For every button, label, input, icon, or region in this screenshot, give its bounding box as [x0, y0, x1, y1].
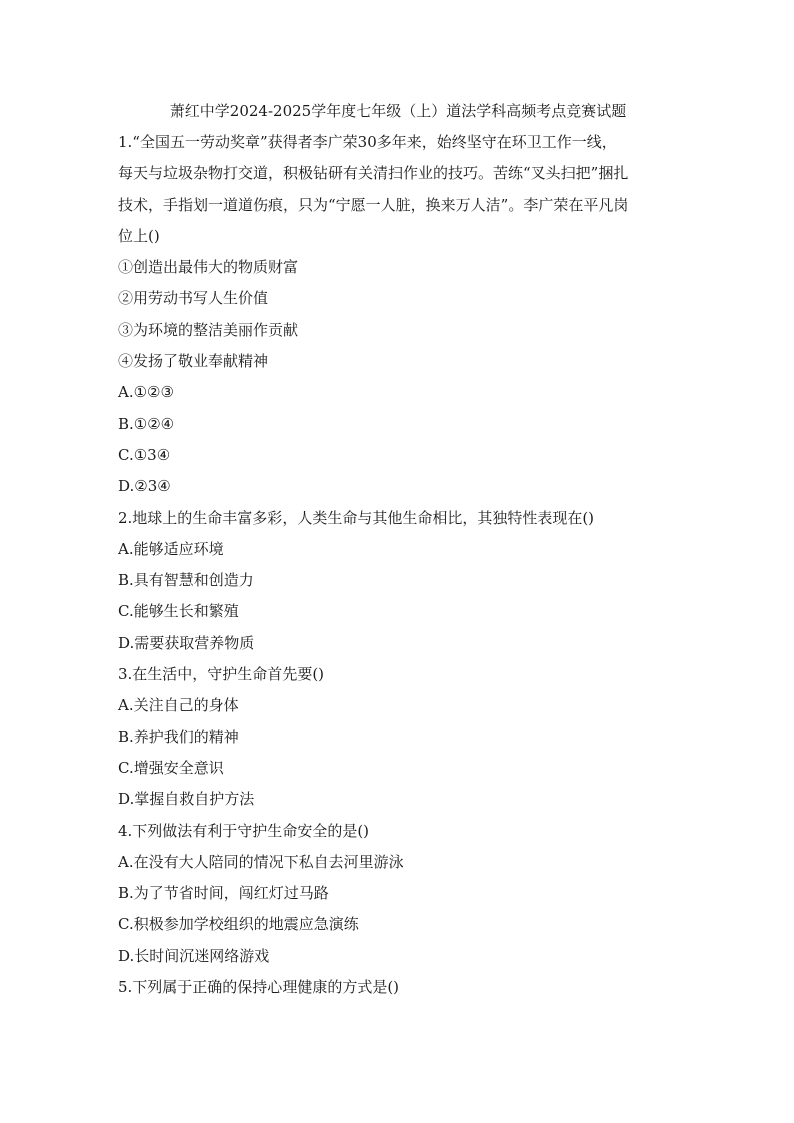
question-3-stem: 3.在生活中，守护生命首先要() [118, 665, 325, 684]
question-5 [118, 972, 678, 1003]
question-2-option-d: D.需要获取营养物质 [118, 633, 255, 652]
question-4 [118, 816, 678, 972]
question-2-option-b: B.具有智慧和创造力 [118, 571, 254, 590]
question-1-statement-3: ③为环境的整洁美丽作贡献 [118, 320, 299, 339]
question-4-stem: 4.下列做法有利于守护生命安全的是() [118, 821, 370, 840]
question-1-option-a: A.①②③ [118, 383, 174, 402]
question-4-option-b: B.为了节省时间，闯红灯过马路 [118, 884, 329, 903]
question-4-option-a: A.在没有大人陪同的情况下私自去河里游泳 [118, 852, 404, 871]
question-2-option-c: C.能够生长和繁殖 [118, 602, 239, 621]
question-4-option-d: D.长时间沉迷网络游戏 [118, 946, 270, 965]
question-4-option-c: C.积极参加学校组织的地震应急演练 [118, 915, 359, 934]
question-2-stem: 2.地球上的生命丰富多彩，人类生命与其他生命相比，其独特性表现在() [118, 508, 595, 527]
question-1-option-b: B.①②④ [118, 414, 175, 433]
question-3-option-a: A.关注自己的身体 [118, 696, 239, 715]
question-1-option-c: C.①3④ [118, 445, 171, 464]
question-1-statement-4: ④发扬了敬业奉献精神 [118, 352, 269, 371]
page-content [118, 96, 678, 1003]
question-5-stem: 5.下列属于正确的保持心理健康的方式是() [118, 978, 400, 997]
question-3-option-b: B.养护我们的精神 [118, 727, 239, 746]
question-1 [118, 127, 678, 503]
question-1-statement-1: ①创造出最伟大的物质财富 [118, 258, 299, 277]
question-1-stem-line-3: 技术，手指划一道道伤痕，只为“宁愿一人脏，换来万人洁”。李广荣在平凡岗 [118, 195, 629, 214]
question-3 [118, 659, 678, 815]
question-3-option-c: C.增强安全意识 [118, 758, 224, 777]
question-1-statement-2: ②用劳动书写人生价值 [118, 289, 269, 308]
question-1-option-d: D.②3④ [118, 477, 171, 496]
question-1-stem-line-2: 每天与垃圾杂物打交道，积极钻研有关清扫作业的技巧。苦练“叉头扫把”捆扎 [118, 164, 629, 183]
question-2 [118, 503, 678, 659]
question-1-stem-line-4: 位上() [118, 226, 160, 245]
question-1-stem-line-1: 1.“全国五一劳动奖章”获得者李广荣30多年来，始终坚守在环卫工作一线， [118, 133, 617, 151]
question-2-option-a: A.能够适应环境 [118, 539, 224, 558]
question-3-option-d: D.掌握自救自护方法 [118, 790, 255, 809]
document-title: 萧红中学2024-2025学年度七年级（上）道法学科高频考点竞赛试题 [169, 102, 627, 120]
